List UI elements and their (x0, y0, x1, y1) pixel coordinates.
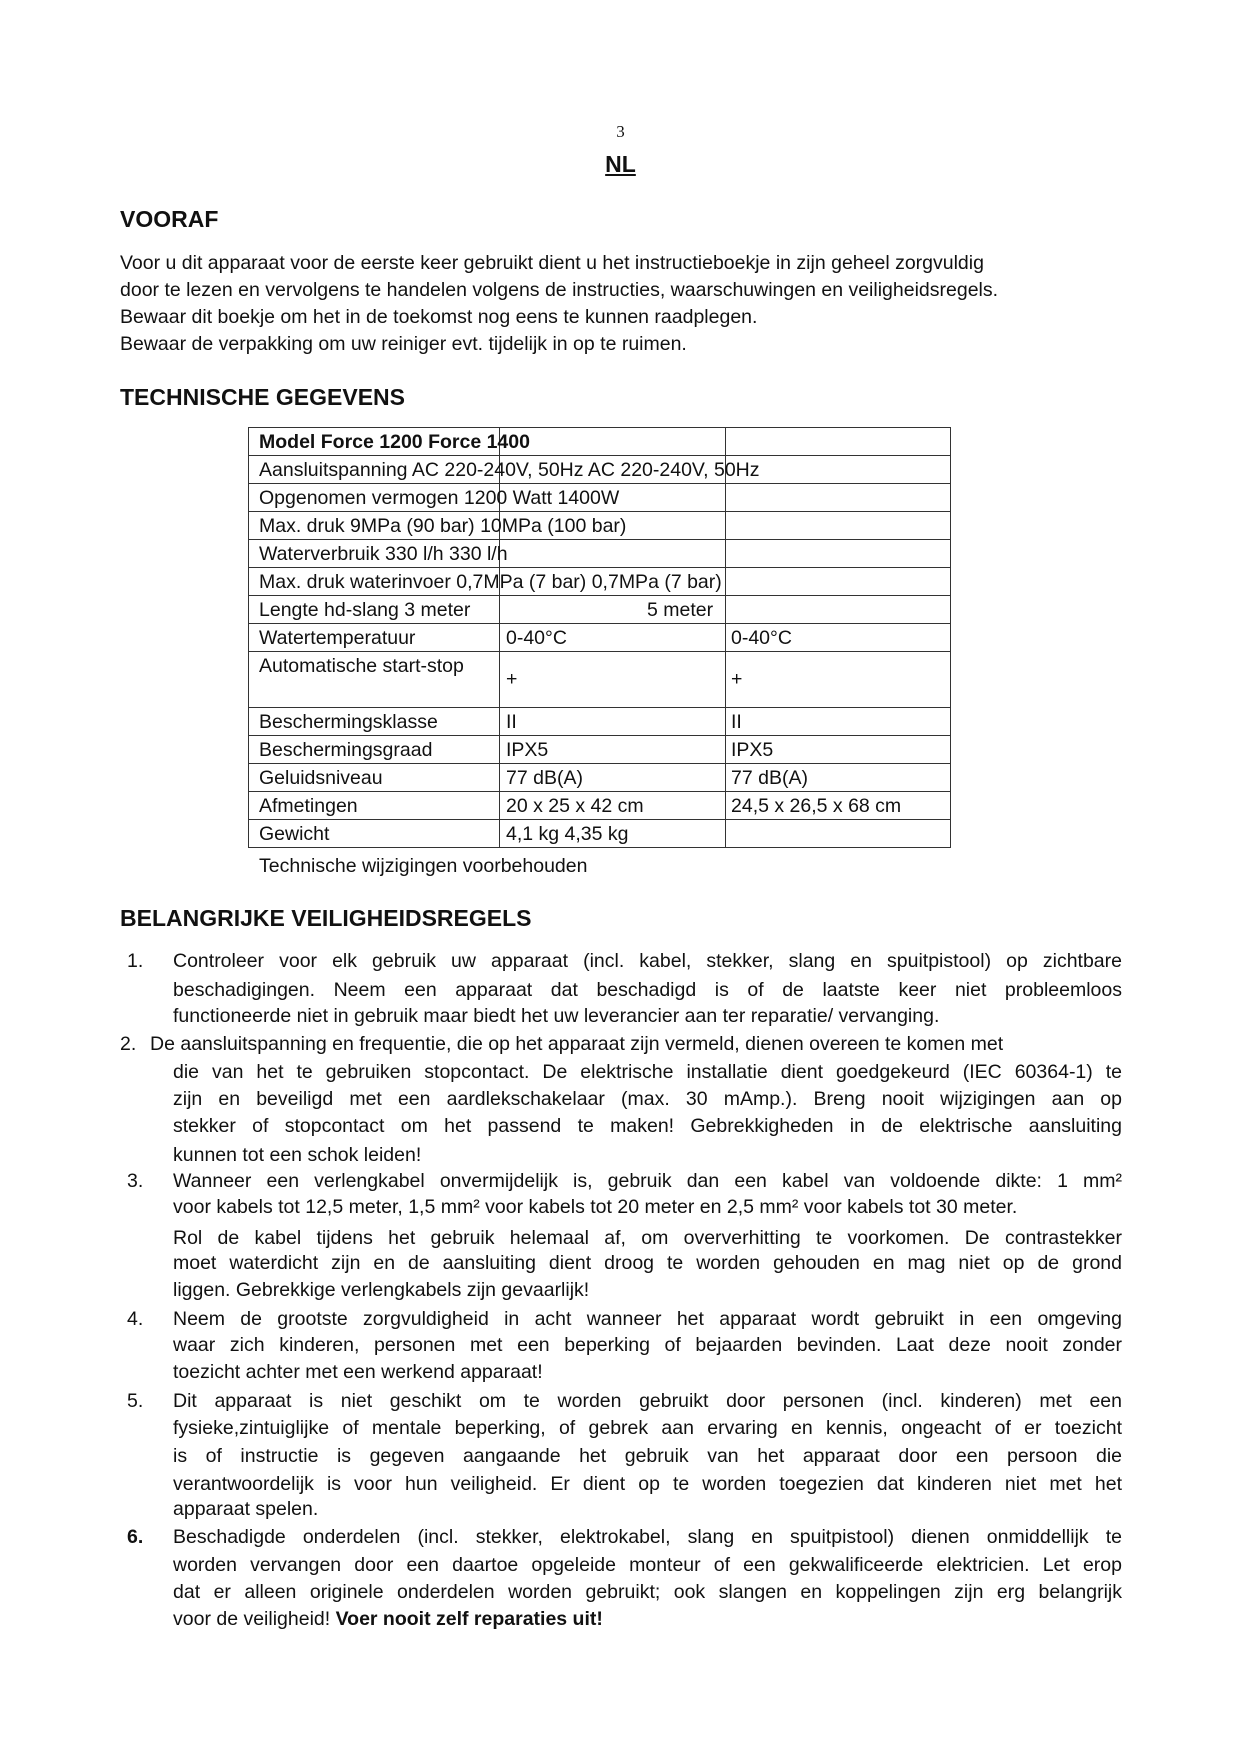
column-divider (725, 540, 726, 567)
list-item-line (173, 1227, 1122, 1250)
list-item-line (173, 1361, 543, 1384)
bold-warning: Voer nooit zelf reparaties uit! (335, 1608, 603, 1630)
table-cell: Beschermingsklasse (259, 711, 438, 733)
list-item-line (173, 1170, 1122, 1193)
line-text: worden vervangen door een daartoe opgeleide monteur of een gekwalificeerde elektricien. Let erop (173, 1554, 1122, 1576)
line-text: zijn en beveiligd met een aardlekschakelaar (max. 30 mAmp.). Breng nooit wijzigingen aan op (173, 1088, 1122, 1110)
heading-technische-gegevens: TECHNISCHE GEGEVENS (120, 384, 405, 410)
list-item-line (173, 1473, 1122, 1496)
table-row (248, 736, 951, 764)
list-number: 3. (127, 1170, 144, 1192)
line-text: moet waterdicht zijn en de aansluiting dient droog te worden gehouden en mag niet op de grond (173, 1252, 1122, 1274)
list-item-line (173, 950, 1122, 973)
line-text: beschadigingen. Neem een apparaat dat beschadigd is of de laatste keer niet probleemloos (173, 979, 1122, 1001)
list-item-line (173, 1196, 1017, 1219)
table-cell: 0-40°C (506, 627, 567, 649)
heading-veiligheidsregels: BELANGRIJKE VEILIGHEIDSREGELS (120, 905, 532, 931)
table-cell: II (506, 711, 517, 733)
line-text: liggen. Gebrekkige verlengkabels zijn gevaarlijk! (173, 1279, 590, 1301)
line-text: Controleer voor elk gebruik uw apparaat (incl. kabel, stekker, slang en spuitpistool) op zichtbare (173, 950, 1122, 972)
line-text: voor de veiligheid! (173, 1608, 336, 1630)
list-number: 2. (120, 1033, 137, 1055)
table-cell: Afmetingen (259, 795, 358, 817)
line-text: De aansluitspanning en frequentie, die op het apparaat zijn vermeld, dienen overeen te komen met (150, 1033, 1004, 1055)
list-item-line (173, 1144, 421, 1167)
list-item-line (173, 1279, 589, 1302)
list-item-line (173, 1005, 939, 1028)
column-divider (725, 652, 726, 707)
vooraf-line: Voor u dit apparaat voor de eerste keer gebruikt dient u het instructieboekje in zijn geheel zorgvuldig (120, 252, 984, 274)
line-text: waar zich kinderen, personen met een beperking of bejaarden bevinden. Laat deze nooit zonder (173, 1334, 1122, 1356)
specs-table (248, 427, 951, 848)
table-cell: 77 dB(A) (506, 767, 583, 789)
table-row (248, 427, 951, 456)
table-row (248, 568, 951, 596)
column-divider (499, 820, 500, 847)
list-number: 1. (127, 950, 144, 972)
table-cell: 20 x 25 x 42 cm (506, 795, 644, 817)
table-cell: Opgenomen vermogen 1200 Watt 1400W (259, 487, 620, 509)
line-text: Dit apparaat is niet geschikt om te worden gebruikt door personen (incl. kinderen) met een (173, 1390, 1122, 1412)
list-item-line (173, 1088, 1122, 1111)
list-item-line (173, 1061, 1122, 1084)
table-row (248, 652, 951, 708)
line-text: is of instructie is gegeven aangaande het gebruik van het apparaat door een persoon die (173, 1445, 1122, 1467)
line-text: functioneerde niet in gebruik maar biedt het uw leverancier aan ter reparatie/ vervanging. (173, 1005, 940, 1027)
line-text: apparaat spelen. (173, 1498, 319, 1520)
table-cell: II (731, 711, 742, 733)
list-item-line (173, 1417, 1122, 1440)
column-divider (725, 708, 726, 735)
table-cell: Model Force 1200 Force 1400 (259, 431, 530, 453)
list-item-line (150, 1033, 1003, 1056)
table-row (248, 484, 951, 512)
table-row (248, 764, 951, 792)
list-number: 6. (127, 1526, 144, 1548)
column-divider (499, 736, 500, 763)
line-text: voor kabels tot 12,5 meter, 1,5 mm² voor kabels tot 20 meter en 2,5 mm² voor kabels tot 30 meter. (173, 1196, 1018, 1218)
list-item-line (173, 1581, 1122, 1604)
column-divider (499, 596, 500, 623)
language-label: NL (605, 151, 636, 177)
line-text: toezicht achter met een werkend apparaat! (173, 1361, 543, 1383)
list-item-line (173, 1252, 1122, 1275)
line-text: die van het te gebruiken stopcontact. De elektrische installatie dient goedgekeurd (IEC 60364-1) te (173, 1061, 1122, 1083)
vooraf-line: Bewaar de verpakking om uw reiniger evt. tijdelijk in op te ruimen. (120, 333, 687, 355)
table-cell: Gewicht (259, 823, 330, 845)
column-divider (725, 428, 726, 455)
vooraf-line: door te lezen en vervolgens te handelen volgens de instructies, waarschuwingen en veiligheidsregels. (120, 279, 999, 301)
table-cell: 4,1 kg 4,35 kg (506, 823, 629, 845)
table-cell: Geluidsniveau (259, 767, 383, 789)
line-text: Wanneer een verlengkabel onvermijdelijk is, gebruik dan een kabel van voldoende dikte: 1 mm² (173, 1170, 1122, 1192)
table-cell: 77 dB(A) (731, 767, 808, 789)
table-row (248, 708, 951, 736)
table-row (248, 820, 951, 848)
heading-vooraf: VOORAF (120, 206, 219, 232)
list-item-line (173, 1498, 318, 1521)
list-item-line (173, 1115, 1122, 1138)
line-text: Neem de grootste zorgvuldigheid in acht wanneer het apparaat wordt gebruikt in een omgeving (173, 1308, 1122, 1330)
list-item-line (173, 1526, 1122, 1549)
list-number: 4. (127, 1308, 144, 1330)
table-cell: 24,5 x 26,5 x 68 cm (731, 795, 902, 817)
column-divider (725, 568, 726, 595)
line-text: Beschadigde onderdelen (incl. stekker, elektrokabel, slang en spuitpistool) dienen onmiddellijk te (173, 1526, 1122, 1548)
column-divider (499, 624, 500, 651)
table-cell: Max. druk 9MPa (90 bar) 10MPa (100 bar) (259, 515, 627, 537)
line-text: fysieke,zintuiglijke of mentale beperking, of gebrek aan ervaring en kennis, ongeacht of er toezicht (173, 1417, 1122, 1439)
table-cell: Watertemperatuur (259, 627, 416, 649)
line-text: dat er alleen originele onderdelen worden gebruikt; ook slangen en koppelingen zijn erg belangrijk (173, 1581, 1122, 1603)
column-divider (725, 512, 726, 539)
list-item-line (173, 1608, 603, 1631)
list-item-line (173, 979, 1122, 1002)
table-row (248, 512, 951, 540)
list-item-line (173, 1390, 1122, 1413)
table-row (248, 540, 951, 568)
vooraf-line: Bewaar dit boekje om het in de toekomst nog eens te kunnen raadplegen. (120, 306, 758, 328)
table-cell: IPX5 (506, 739, 549, 761)
list-item-line (173, 1308, 1122, 1331)
column-divider (725, 820, 726, 847)
table-cell: Max. druk waterinvoer 0,7MPa (7 bar) 0,7MPa (7 bar) (259, 571, 722, 593)
column-divider (725, 792, 726, 819)
table-row (248, 792, 951, 820)
table-cell: Aansluitspanning AC 220-240V, 50Hz AC 220-240V, 50Hz (259, 459, 760, 481)
table-cell: + (506, 668, 518, 690)
line-text: verantwoordelijk is voor hun veiligheid. Er dient op te worden toegezien dat kinderen niet met het (173, 1473, 1122, 1495)
list-item-line (173, 1554, 1122, 1577)
table-cell: 5 meter (647, 599, 714, 621)
table-row (248, 596, 951, 624)
table-row (248, 456, 951, 484)
column-divider (725, 764, 726, 791)
table-cell: IPX5 (731, 739, 774, 761)
line-text: stekker of stopcontact om het passend te maken! Gebrekkigheden in de elektrische aansluiting (173, 1115, 1122, 1137)
table-cell: Beschermingsgraad (259, 739, 433, 761)
column-divider (499, 792, 500, 819)
column-divider (499, 708, 500, 735)
line-text: Rol de kabel tijdens het gebruik helemaal af, om oververhitting te voorkomen. De contrastekker (173, 1227, 1122, 1249)
column-divider (725, 484, 726, 511)
table-row (248, 624, 951, 652)
column-divider (725, 736, 726, 763)
line-text: kunnen tot een schok leiden! (173, 1144, 422, 1166)
column-divider (499, 764, 500, 791)
table-cell: + (731, 668, 743, 690)
page-number: 3 (616, 122, 625, 141)
table-cell: Lengte hd-slang 3 meter (259, 599, 471, 621)
column-divider (499, 652, 500, 707)
list-item-line (173, 1334, 1122, 1357)
list-item-line (173, 1445, 1122, 1468)
table-cell: Automatische start-stop (259, 655, 464, 677)
column-divider (725, 596, 726, 623)
column-divider (725, 624, 726, 651)
table-cell: Waterverbruik 330 l/h 330 l/h (259, 543, 508, 565)
table-note: Technische wijzigingen voorbehouden (259, 855, 588, 877)
table-cell: 0-40°C (731, 627, 792, 649)
list-number: 5. (127, 1390, 144, 1412)
